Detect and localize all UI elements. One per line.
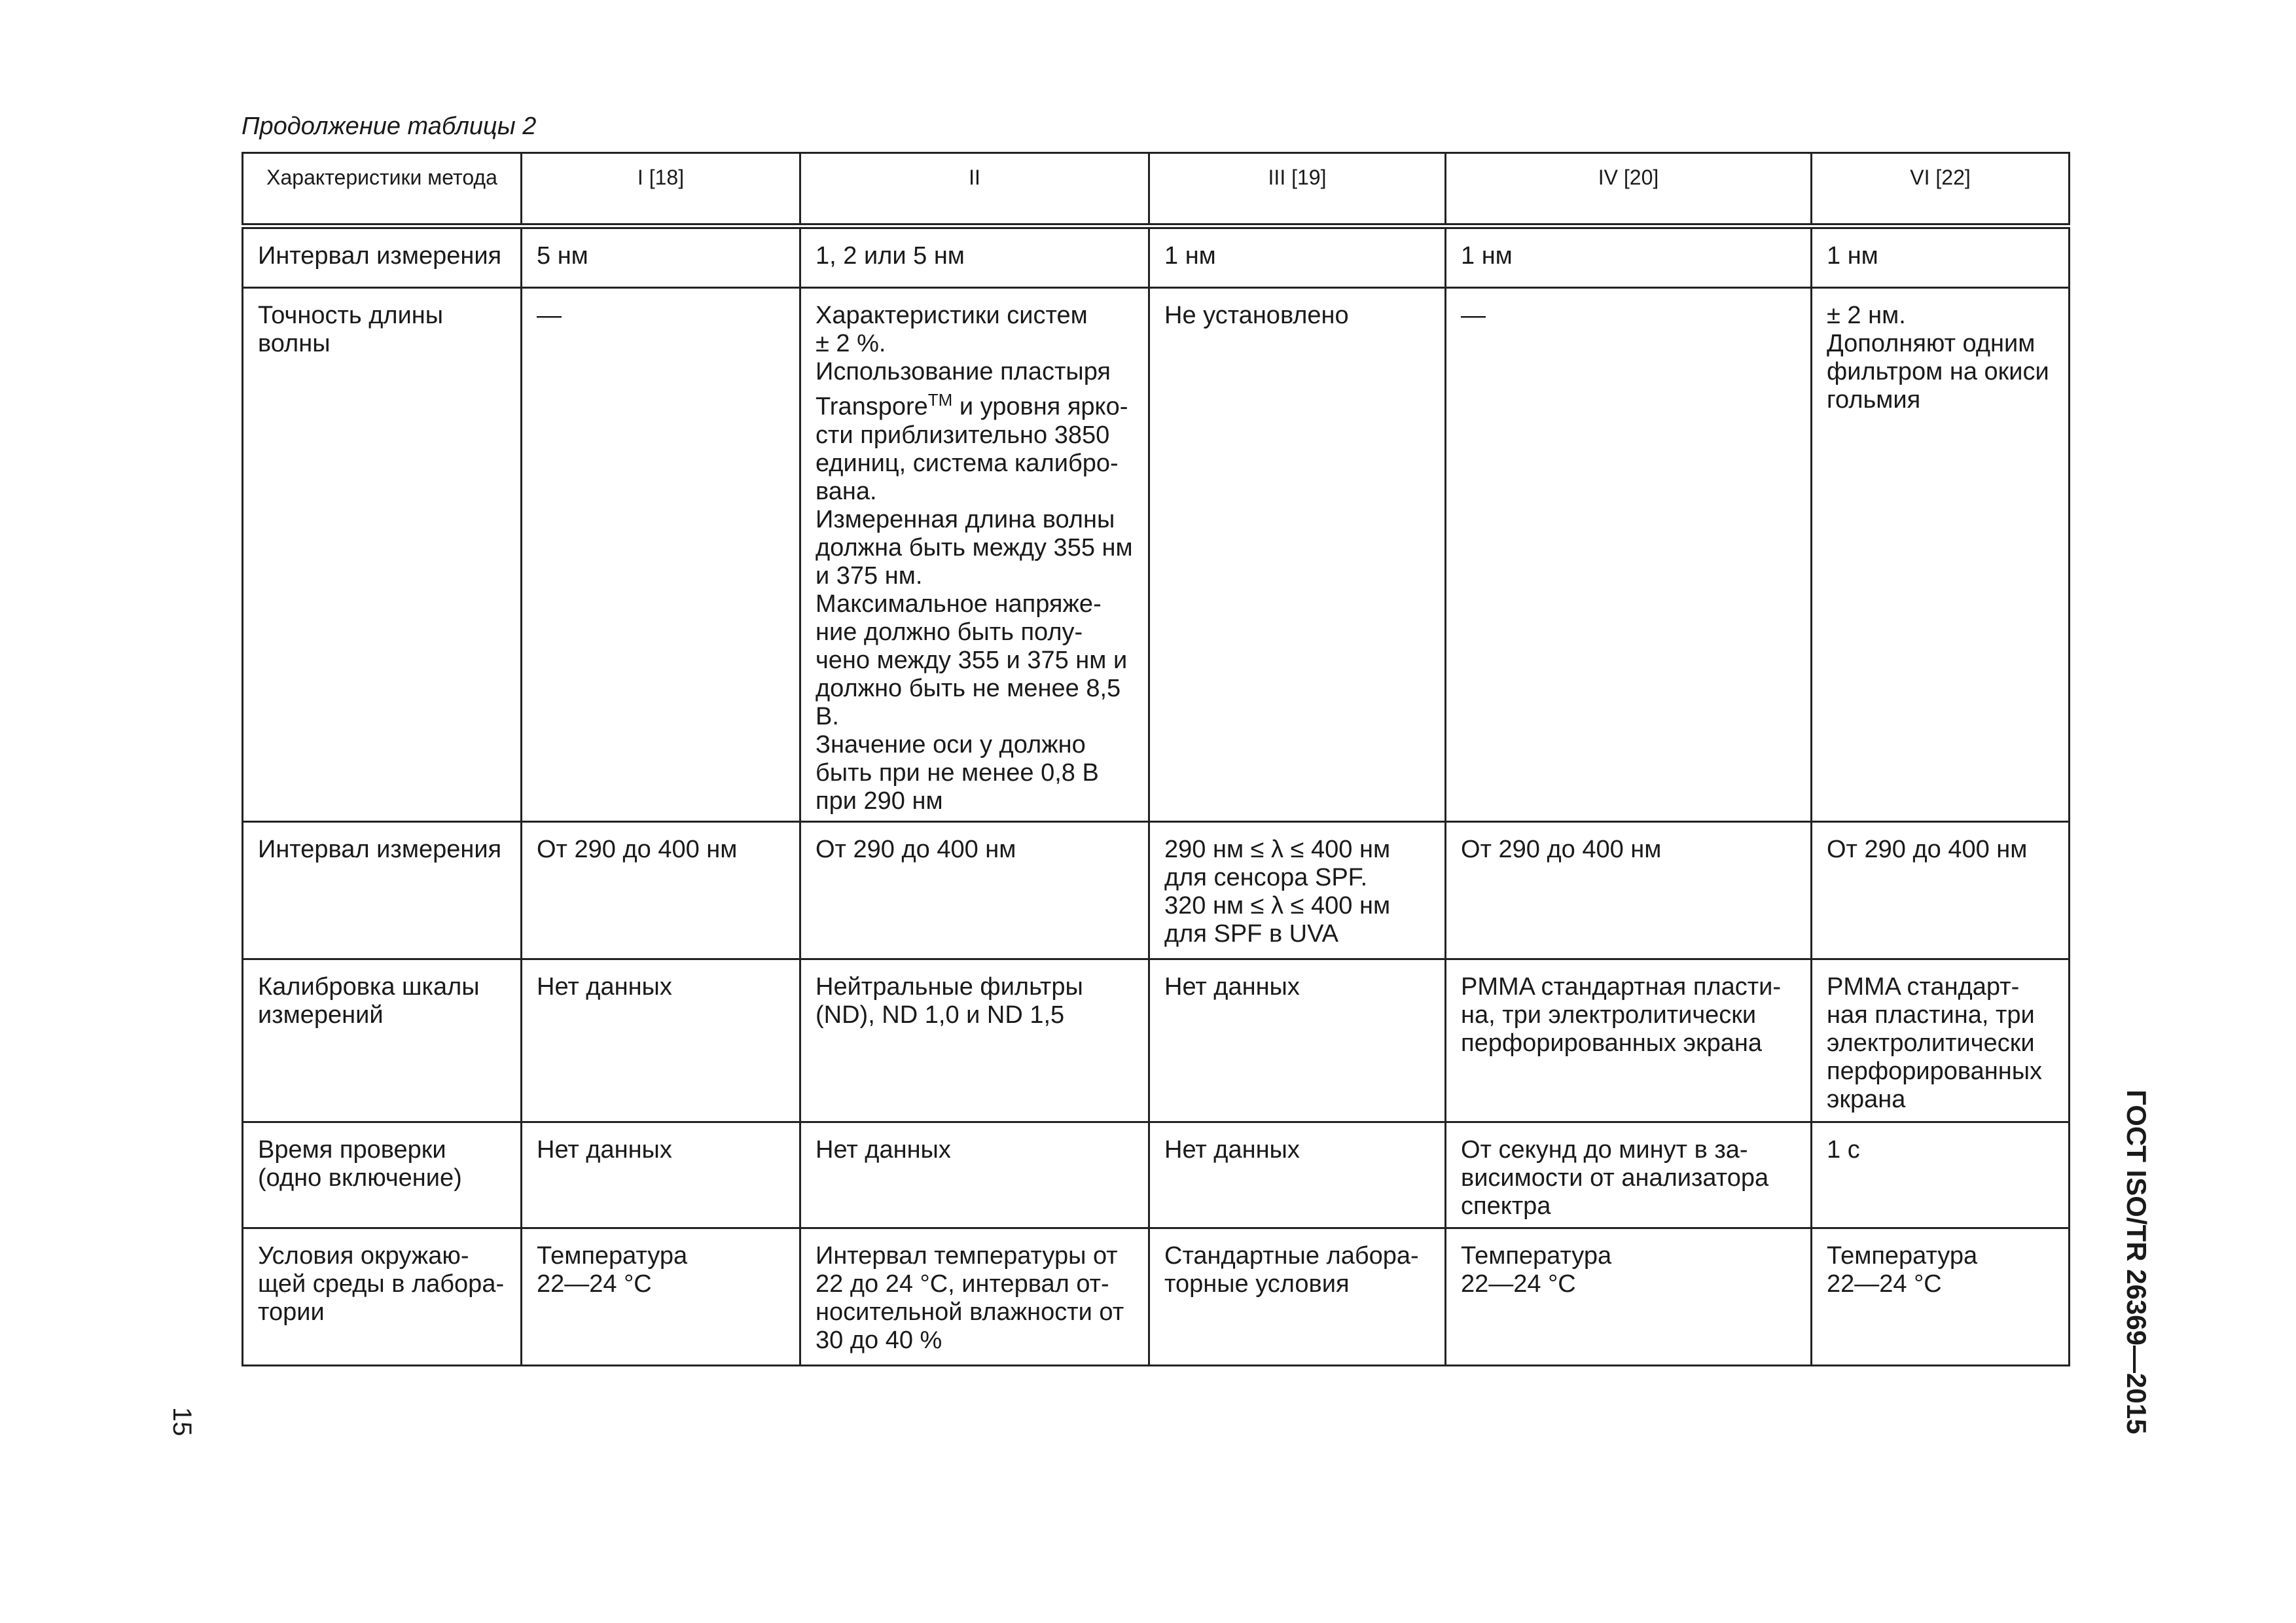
table-cell: Нет данных [800, 1122, 1149, 1228]
table-cell: 5 нм [522, 226, 800, 288]
row-label: Условия окружаю-щей среды в лабора-тории [243, 1228, 522, 1365]
table-cell: От секунд до минут в за-висимости от анализатора спектра [1446, 1122, 1812, 1228]
table-cell: 290 нм ≤ λ ≤ 400 нм для сенсора SPF. 320 нм ≤ λ ≤ 400 нм для SPF в UVA [1149, 821, 1446, 959]
table-row [243, 821, 2070, 959]
page-number: 15 [168, 1407, 196, 1436]
header-characteristics: Характеристики метода [243, 153, 522, 226]
table-cell: 1 с [1812, 1122, 2070, 1228]
table-cell: Интервал температуры от 22 до 24 °C, интервал от-носительной влажности от 30 до 40 % [800, 1228, 1149, 1365]
table-cell: PMMA стандартная пласти-на, три электролитически перфорированных экрана [1446, 959, 1812, 1122]
table-cell: Нет данных [1149, 959, 1446, 1122]
table-cell: 1, 2 или 5 нм [800, 226, 1149, 288]
table-cell: — [522, 288, 800, 822]
header-method-6: VI [22] [1812, 153, 2070, 226]
header-method-2: II [800, 153, 1149, 226]
table-cell: От 290 до 400 нм [1812, 821, 2070, 959]
row-label: Интервал измерения [243, 821, 522, 959]
row-label: Калибровка шкалы измерений [243, 959, 522, 1122]
table-cell: Не установлено [1149, 288, 1446, 822]
table-cell: 1 нм [1446, 226, 1812, 288]
table-cell: От 290 до 400 нм [522, 821, 800, 959]
header-method-3: III [19] [1149, 153, 1446, 226]
table-cell: Нет данных [1149, 1122, 1446, 1228]
table-row [243, 1228, 2070, 1365]
table-cell: От 290 до 400 нм [800, 821, 1149, 959]
header-method-4: IV [20] [1446, 153, 1812, 226]
table-cell: Температура 22—24 °C [522, 1228, 800, 1365]
cell-text-part: Характеристики систем ± 2 %. Использование пластыря Transpore [816, 302, 1111, 421]
table-cell: — [1446, 288, 1812, 822]
table-cell-wavelength-accuracy [800, 288, 1149, 822]
table-cell: От 290 до 400 нм [1446, 821, 1812, 959]
header-method-1: I [18] [522, 153, 800, 226]
table-cell: Температура 22—24 °C [1812, 1228, 2070, 1365]
table-cell: Стандартные лабора-торные условия [1149, 1228, 1446, 1365]
comparison-table [242, 152, 2070, 1366]
table-cell: PMMA стандарт-ная пластина, три электролитически перфорированных экрана [1812, 959, 2070, 1122]
row-label: Точность длины волны [243, 288, 522, 822]
table-cell: Нет данных [522, 959, 800, 1122]
table-cell: Нейтральные фильтры (ND), ND 1,0 и ND 1,5 [800, 959, 1149, 1122]
table-cell: Температура 22—24 °C [1446, 1228, 1812, 1365]
table-cell: ± 2 нм. Дополняют одним фильтром на окиси гольмия [1812, 288, 2070, 822]
trademark-superscript: TM [927, 390, 953, 410]
table-header-row [243, 153, 2070, 226]
table-row [243, 1122, 2070, 1228]
table-cell: 1 нм [1812, 226, 2070, 288]
standard-code: ГОСТ ISO/TR 26369—2015 [2121, 1090, 2152, 1435]
table-cell: Нет данных [522, 1122, 800, 1228]
row-label: Интервал измерения [243, 226, 522, 288]
row-label: Время проверки (одно включение) [243, 1122, 522, 1228]
table-row [243, 959, 2070, 1122]
table-caption: Продолжение таблицы 2 [242, 113, 537, 140]
table-cell: 1 нм [1149, 226, 1446, 288]
table-row [243, 288, 2070, 822]
table-row [243, 226, 2070, 288]
cell-text-part: и уровня ярко-сти приблизительно 3850 единиц, система калибро-вана. Измеренная длина волны должна быть между 355 нм и 375 нм. Максимальное напряже-ние должно быть полу-чено между 355 и 375 нм и должно быть не менее 8,5 В. Значение оси y должно быть при не менее 0,8 В при 290 нм [816, 393, 1133, 815]
